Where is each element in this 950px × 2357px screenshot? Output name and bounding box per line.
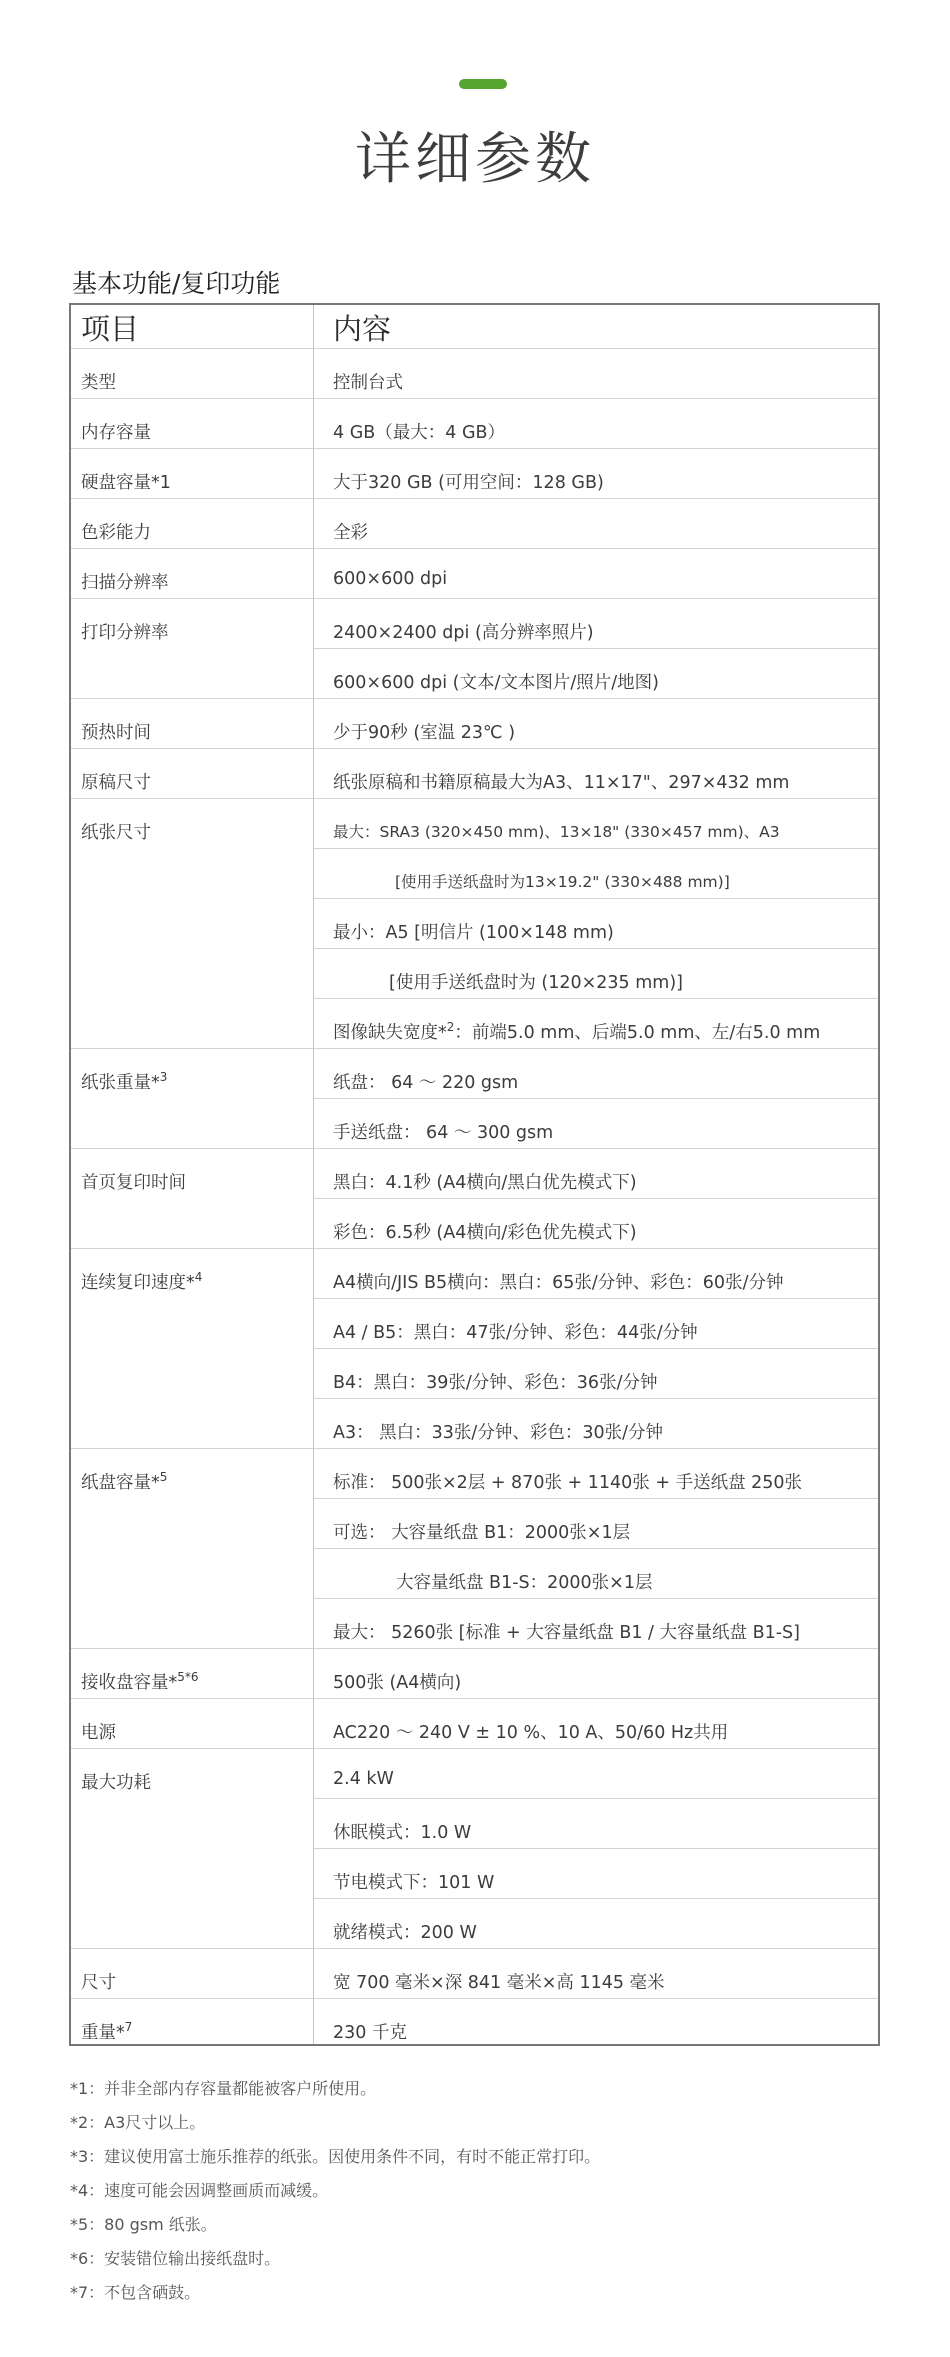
- row-label: 纸张重量*$^3$: [81, 1070, 168, 1093]
- spec-table: [69, 303, 880, 2046]
- sub-rule: [314, 1098, 878, 1099]
- row-value: 节电模式下：101 W: [333, 1873, 495, 1893]
- sub-rule: [314, 1798, 878, 1799]
- sub-rule: [314, 848, 878, 849]
- row-label: 接收盘容量*$^{5*6}$: [81, 1670, 199, 1693]
- header-content: 内容: [333, 312, 392, 346]
- footnote: *3：建议使用富士施乐推荐的纸张。因使用条件不同，有时不能正常打印。: [70, 2147, 601, 2166]
- footnote: *4：速度可能会因调整画质而减缓。: [70, 2181, 329, 2200]
- footnote: *5：80 gsm 纸张。: [70, 2215, 217, 2234]
- sub-rule: [314, 1898, 878, 1899]
- row-value: 500张 (A4横向): [333, 1673, 462, 1693]
- row-label: 纸张尺寸: [81, 823, 151, 843]
- row-value: [使用手送纸盘时为13×19.2" (330×488 mm)]: [395, 873, 730, 891]
- sub-rule: [314, 1498, 878, 1499]
- row-value: 宽 700 毫米×深 841 毫米×高 1145 毫米: [333, 1973, 665, 1993]
- row-value: 图像缺失宽度*$^2$：前端5.0 mm、后端5.0 mm、左/右5.0 mm: [333, 1020, 821, 1043]
- row-value: A4 / B5：黑白：47张/分钟、彩色：44张/分钟: [333, 1323, 698, 1343]
- row-value: 标准： 500张×2层 + 870张 + 1140张 + 手送纸盘 250张: [333, 1473, 803, 1493]
- row-label: 电源: [81, 1723, 116, 1743]
- row-label: 原稿尺寸: [81, 773, 151, 793]
- row-label: 色彩能力: [81, 523, 151, 543]
- table-row: [71, 698, 878, 748]
- row-label: 连续复印速度*$^4$: [81, 1270, 203, 1293]
- footnote: *7：不包含硒鼓。: [70, 2283, 201, 2302]
- footnote: *6：安装错位输出接纸盘时。: [70, 2249, 281, 2268]
- row-value: 2400×2400 dpi (高分辨率照片): [333, 623, 594, 643]
- row-value: 纸盘： 64 ～ 220 gsm: [333, 1073, 519, 1093]
- sub-rule: [314, 1348, 878, 1349]
- row-value: 最大：SRA3 (320×450 mm)、13×18" (330×457 mm)、A3: [333, 823, 780, 841]
- row-value: 纸张原稿和书籍原稿最大为A3、11×17"、297×432 mm: [333, 773, 790, 793]
- row-label: 重量*$^7$: [81, 2020, 133, 2043]
- row-label: 纸盘容量*$^5$: [81, 1470, 168, 1493]
- sub-rule: [314, 1398, 878, 1399]
- row-value: A4横向/JIS B5横向：黑白：65张/分钟、彩色：60张/分钟: [333, 1273, 784, 1293]
- row-value: 少于90秒 (室温 23℃ ): [333, 723, 516, 743]
- row-label: 打印分辨率: [81, 623, 169, 643]
- row-value: 全彩: [333, 523, 368, 543]
- row-value: 600×600 dpi (文本/文本图片/照片/地图): [333, 673, 660, 693]
- row-label: 硬盘容量*1: [81, 473, 171, 493]
- row-label: 内存容量: [81, 423, 151, 443]
- row-label: 预热时间: [81, 723, 151, 743]
- header-item: 项目: [81, 312, 140, 346]
- row-value: [使用手送纸盘时为 (120×235 mm)]: [389, 973, 683, 993]
- row-value: 大容量纸盘 B1-S：2000张×1层: [396, 1573, 653, 1593]
- row-value: 最大： 5260张 [标准 + 大容量纸盘 B1 / 大容量纸盘 B1-S]: [333, 1623, 800, 1643]
- sub-rule: [314, 998, 878, 999]
- table-row: [71, 398, 878, 448]
- section-title: 基本功能/复印功能: [72, 269, 281, 298]
- row-value: 彩色：6.5秒 (A4横向/彩色优先模式下): [333, 1223, 637, 1243]
- footnote: *2：A3尺寸以上。: [70, 2113, 206, 2132]
- row-value: 最小：A5 [明信片 (100×148 mm): [333, 923, 614, 943]
- row-label: 首页复印时间: [81, 1173, 186, 1193]
- row-label: 扫描分辨率: [81, 573, 169, 593]
- table-row: [71, 1998, 878, 2044]
- row-value: 黑白：4.1秒 (A4横向/黑白优先模式下): [333, 1173, 637, 1193]
- row-value: AC220 ～ 240 V ± 10 %、10 A、50/60 Hz共用: [333, 1723, 729, 1743]
- sub-rule: [314, 1848, 878, 1849]
- table-row: [71, 798, 878, 1048]
- table-row: [71, 1648, 878, 1698]
- sub-rule: [314, 648, 878, 649]
- table-row: [71, 1698, 878, 1748]
- row-value: 4 GB（最大：4 GB）: [333, 423, 506, 443]
- table-row: [71, 748, 878, 798]
- accent-bar: [459, 79, 507, 89]
- row-label: 类型: [81, 373, 116, 393]
- sub-rule: [314, 948, 878, 949]
- row-value: 休眠模式：1.0 W: [333, 1823, 472, 1843]
- row-value: 600×600 dpi: [333, 569, 448, 589]
- row-value: 大于320 GB (可用空间：128 GB): [333, 473, 604, 493]
- table-row: [71, 1948, 878, 1998]
- sub-rule: [314, 1198, 878, 1199]
- row-label: 尺寸: [81, 1973, 116, 1993]
- sub-rule: [314, 1598, 878, 1599]
- row-value: 就绪模式：200 W: [333, 1923, 477, 1943]
- row-value: 可选： 大容量纸盘 B1：2000张×1层: [333, 1523, 631, 1543]
- table-row: [71, 548, 878, 598]
- row-value: B4：黑白：39张/分钟、彩色：36张/分钟: [333, 1373, 658, 1393]
- sub-rule: [314, 1548, 878, 1549]
- sub-rule: [314, 1298, 878, 1299]
- row-value: A3： 黑白：33张/分钟、彩色：30张/分钟: [333, 1423, 663, 1443]
- row-value: 控制台式: [333, 373, 403, 393]
- sub-rule: [314, 898, 878, 899]
- footnote: *1：并非全部内存容量都能被客户所使用。: [70, 2079, 377, 2098]
- row-value: 230 千克: [333, 2023, 407, 2043]
- table-row: [71, 448, 878, 498]
- table-row: [71, 348, 878, 398]
- row-label: 最大功耗: [81, 1773, 151, 1793]
- page-title: 详细参数: [355, 127, 595, 192]
- row-value: 2.4 kW: [333, 1769, 394, 1789]
- row-value: 手送纸盘： 64 ～ 300 gsm: [333, 1123, 554, 1143]
- table-header: [71, 305, 878, 348]
- table-row: [71, 498, 878, 548]
